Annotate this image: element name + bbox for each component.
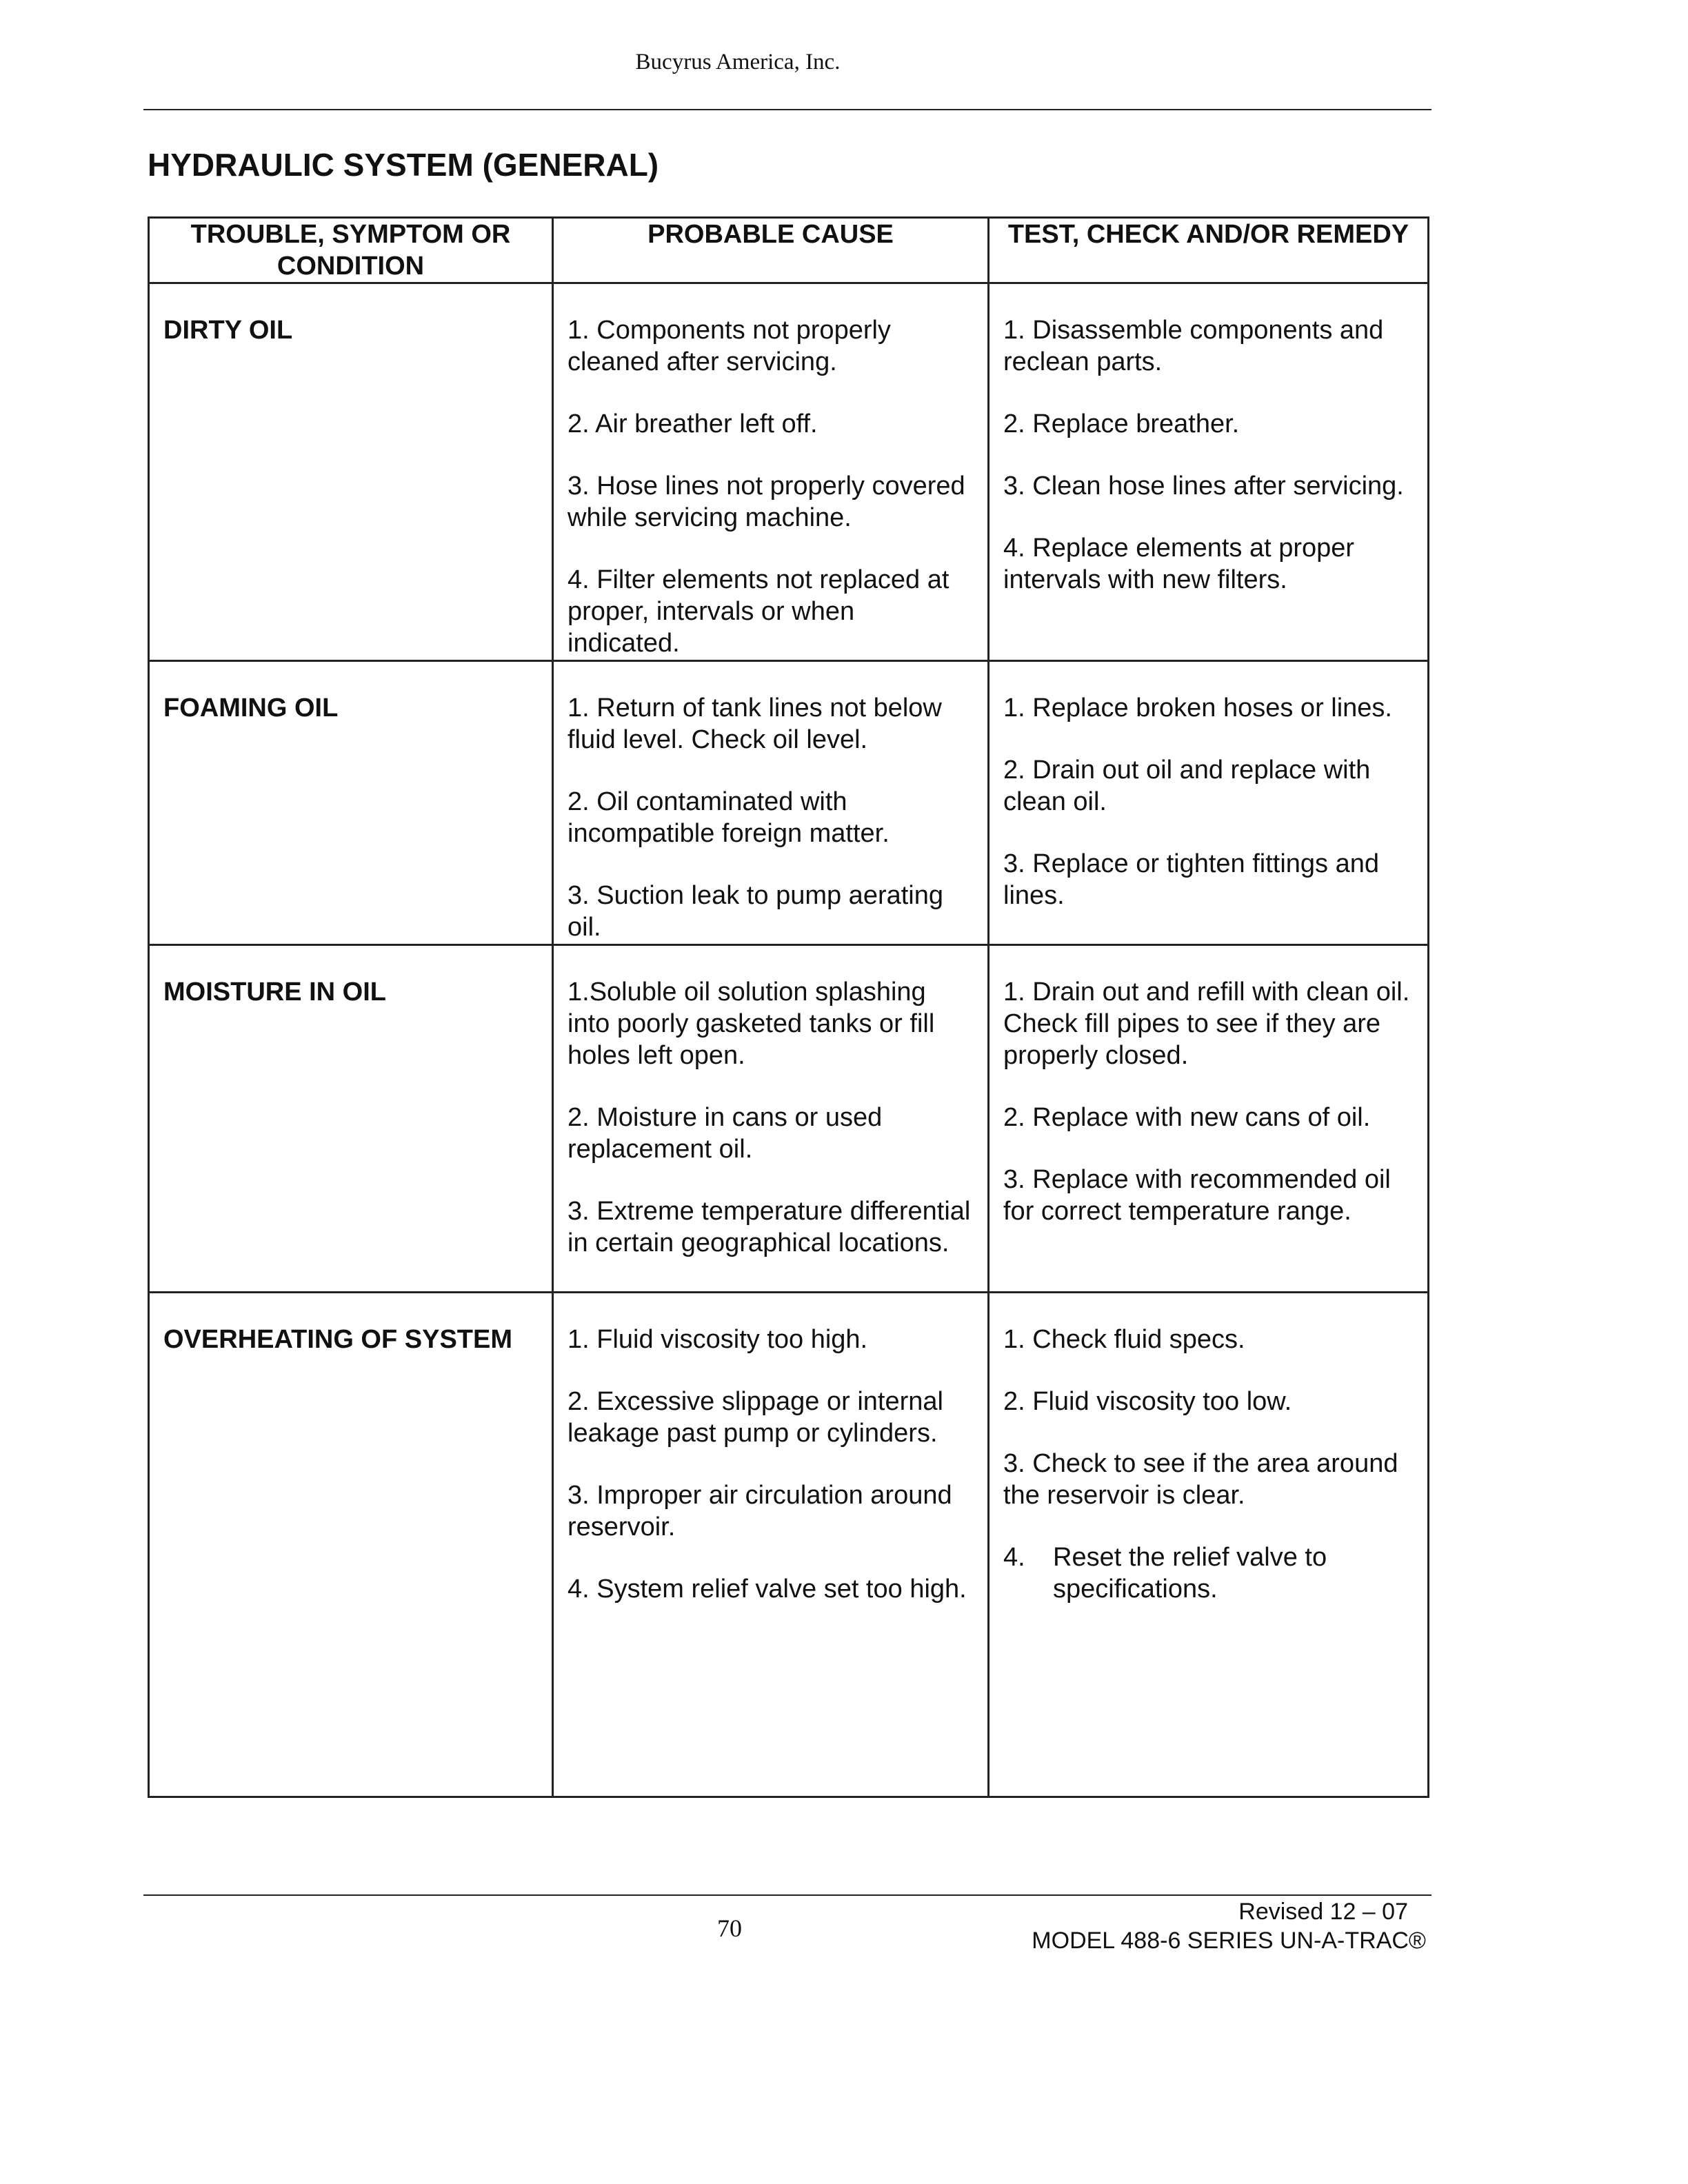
table-row-dirty-oil xyxy=(149,283,1429,661)
remedy-item-text: Reset the relief valve to specifications. xyxy=(1053,1543,1327,1604)
footer-rule xyxy=(143,1894,1431,1896)
cause-item: 3. Improper air circulation around reservoir. xyxy=(567,1481,952,1541)
remedy-item: 4. Replace elements at proper intervals with new filters. xyxy=(1003,534,1355,594)
cause-item: 4. Filter elements not replaced at proper, intervals or when indicated. xyxy=(567,565,950,658)
remedy-cell xyxy=(989,283,1429,661)
remedy-item: 1. Check fluid specs. xyxy=(1003,1325,1245,1354)
cause-item: 1. Fluid viscosity too high. xyxy=(567,1325,868,1354)
page-header-company: Bucyrus America, Inc. xyxy=(635,50,841,74)
cause-item: 3. Suction leak to pump aerating oil. xyxy=(567,881,944,942)
column-header-remedy: TEST, CHECK AND/OR REMEDY xyxy=(989,218,1429,283)
cause-cell xyxy=(553,661,989,945)
section-title: HYDRAULIC SYSTEM (GENERAL) xyxy=(148,147,659,183)
condition-cell: FOAMING OIL xyxy=(149,661,553,945)
model-name: MODEL 488-6 SERIES UN-A-TRAC® xyxy=(1032,1928,1426,1954)
troubleshooting-table xyxy=(148,216,1429,1798)
remedy-cell xyxy=(989,945,1429,1293)
remedy-item: 2. Drain out oil and replace with clean oil. xyxy=(1003,756,1371,816)
revision-date: Revised 12 – 07 xyxy=(1238,1899,1408,1925)
cause-cell xyxy=(553,283,989,661)
remedy-item: 2. Replace breather. xyxy=(1003,410,1240,438)
cause-item: 2. Oil contaminated with incompatible foreign matter. xyxy=(567,787,890,848)
remedy-item: 2. Replace with new cans of oil. xyxy=(1003,1103,1371,1132)
table-header-row xyxy=(149,218,1429,283)
cause-cell xyxy=(553,945,989,1293)
cause-item: 1. Return of tank lines not below fluid level. Check oil level. xyxy=(567,694,942,754)
remedy-item: 3. Check to see if the area around the reservoir is clear. xyxy=(1003,1449,1398,1510)
table-row-overheating-of-system xyxy=(149,1293,1429,1797)
cause-item: 2. Excessive slippage or internal leakage past pump or cylinders. xyxy=(567,1387,943,1448)
column-header-cause: PROBABLE CAUSE xyxy=(553,218,989,283)
table-row-moisture-in-oil xyxy=(149,945,1429,1293)
remedy-item: 3. Clean hose lines after servicing. xyxy=(1003,472,1404,501)
page-number: 70 xyxy=(717,1914,742,1942)
condition-cell: OVERHEATING OF SYSTEM xyxy=(149,1293,553,1797)
remedy-item: 3. Replace with recommended oil for correct temperature range. xyxy=(1003,1165,1391,1226)
cause-item: 2. Moisture in cans or used replacement oil. xyxy=(567,1103,883,1164)
cause-item: 3. Extreme temperature differential in certain geographical locations. xyxy=(567,1197,971,1257)
table-row-foaming-oil xyxy=(149,661,1429,945)
cause-item: 4. System relief valve set too high. xyxy=(567,1575,967,1604)
column-header-condition: TROUBLE, SYMPTOM OR CONDITION xyxy=(149,218,553,283)
condition-cell: MOISTURE IN OIL xyxy=(149,945,553,1293)
cause-item: 1. Components not properly cleaned after servicing. xyxy=(567,316,891,376)
cause-item: 2. Air breather left off. xyxy=(567,410,818,438)
remedy-item: 1. Disassemble components and reclean parts. xyxy=(1003,316,1384,376)
cause-cell xyxy=(553,1293,989,1797)
cause-item: 3. Hose lines not properly covered while servicing machine. xyxy=(567,472,965,532)
remedy-item: 2. Fluid viscosity too low. xyxy=(1003,1387,1292,1416)
remedy-item xyxy=(1003,1541,1414,1605)
remedy-item: 3. Replace or tighten fittings and lines. xyxy=(1003,849,1380,910)
remedy-item-number: 4. xyxy=(1003,1543,1025,1572)
cause-item: 1.Soluble oil solution splashing into poorly gasketed tanks or fill holes left open. xyxy=(567,978,935,1070)
remedy-item: 1. Drain out and refill with clean oil. Check fill pipes to see if they are properly closed. xyxy=(1003,978,1410,1070)
condition-cell: DIRTY OIL xyxy=(149,283,553,661)
remedy-item: 1. Replace broken hoses or lines. xyxy=(1003,694,1392,722)
remedy-cell xyxy=(989,1293,1429,1797)
header-rule xyxy=(143,109,1431,110)
remedy-cell xyxy=(989,661,1429,945)
